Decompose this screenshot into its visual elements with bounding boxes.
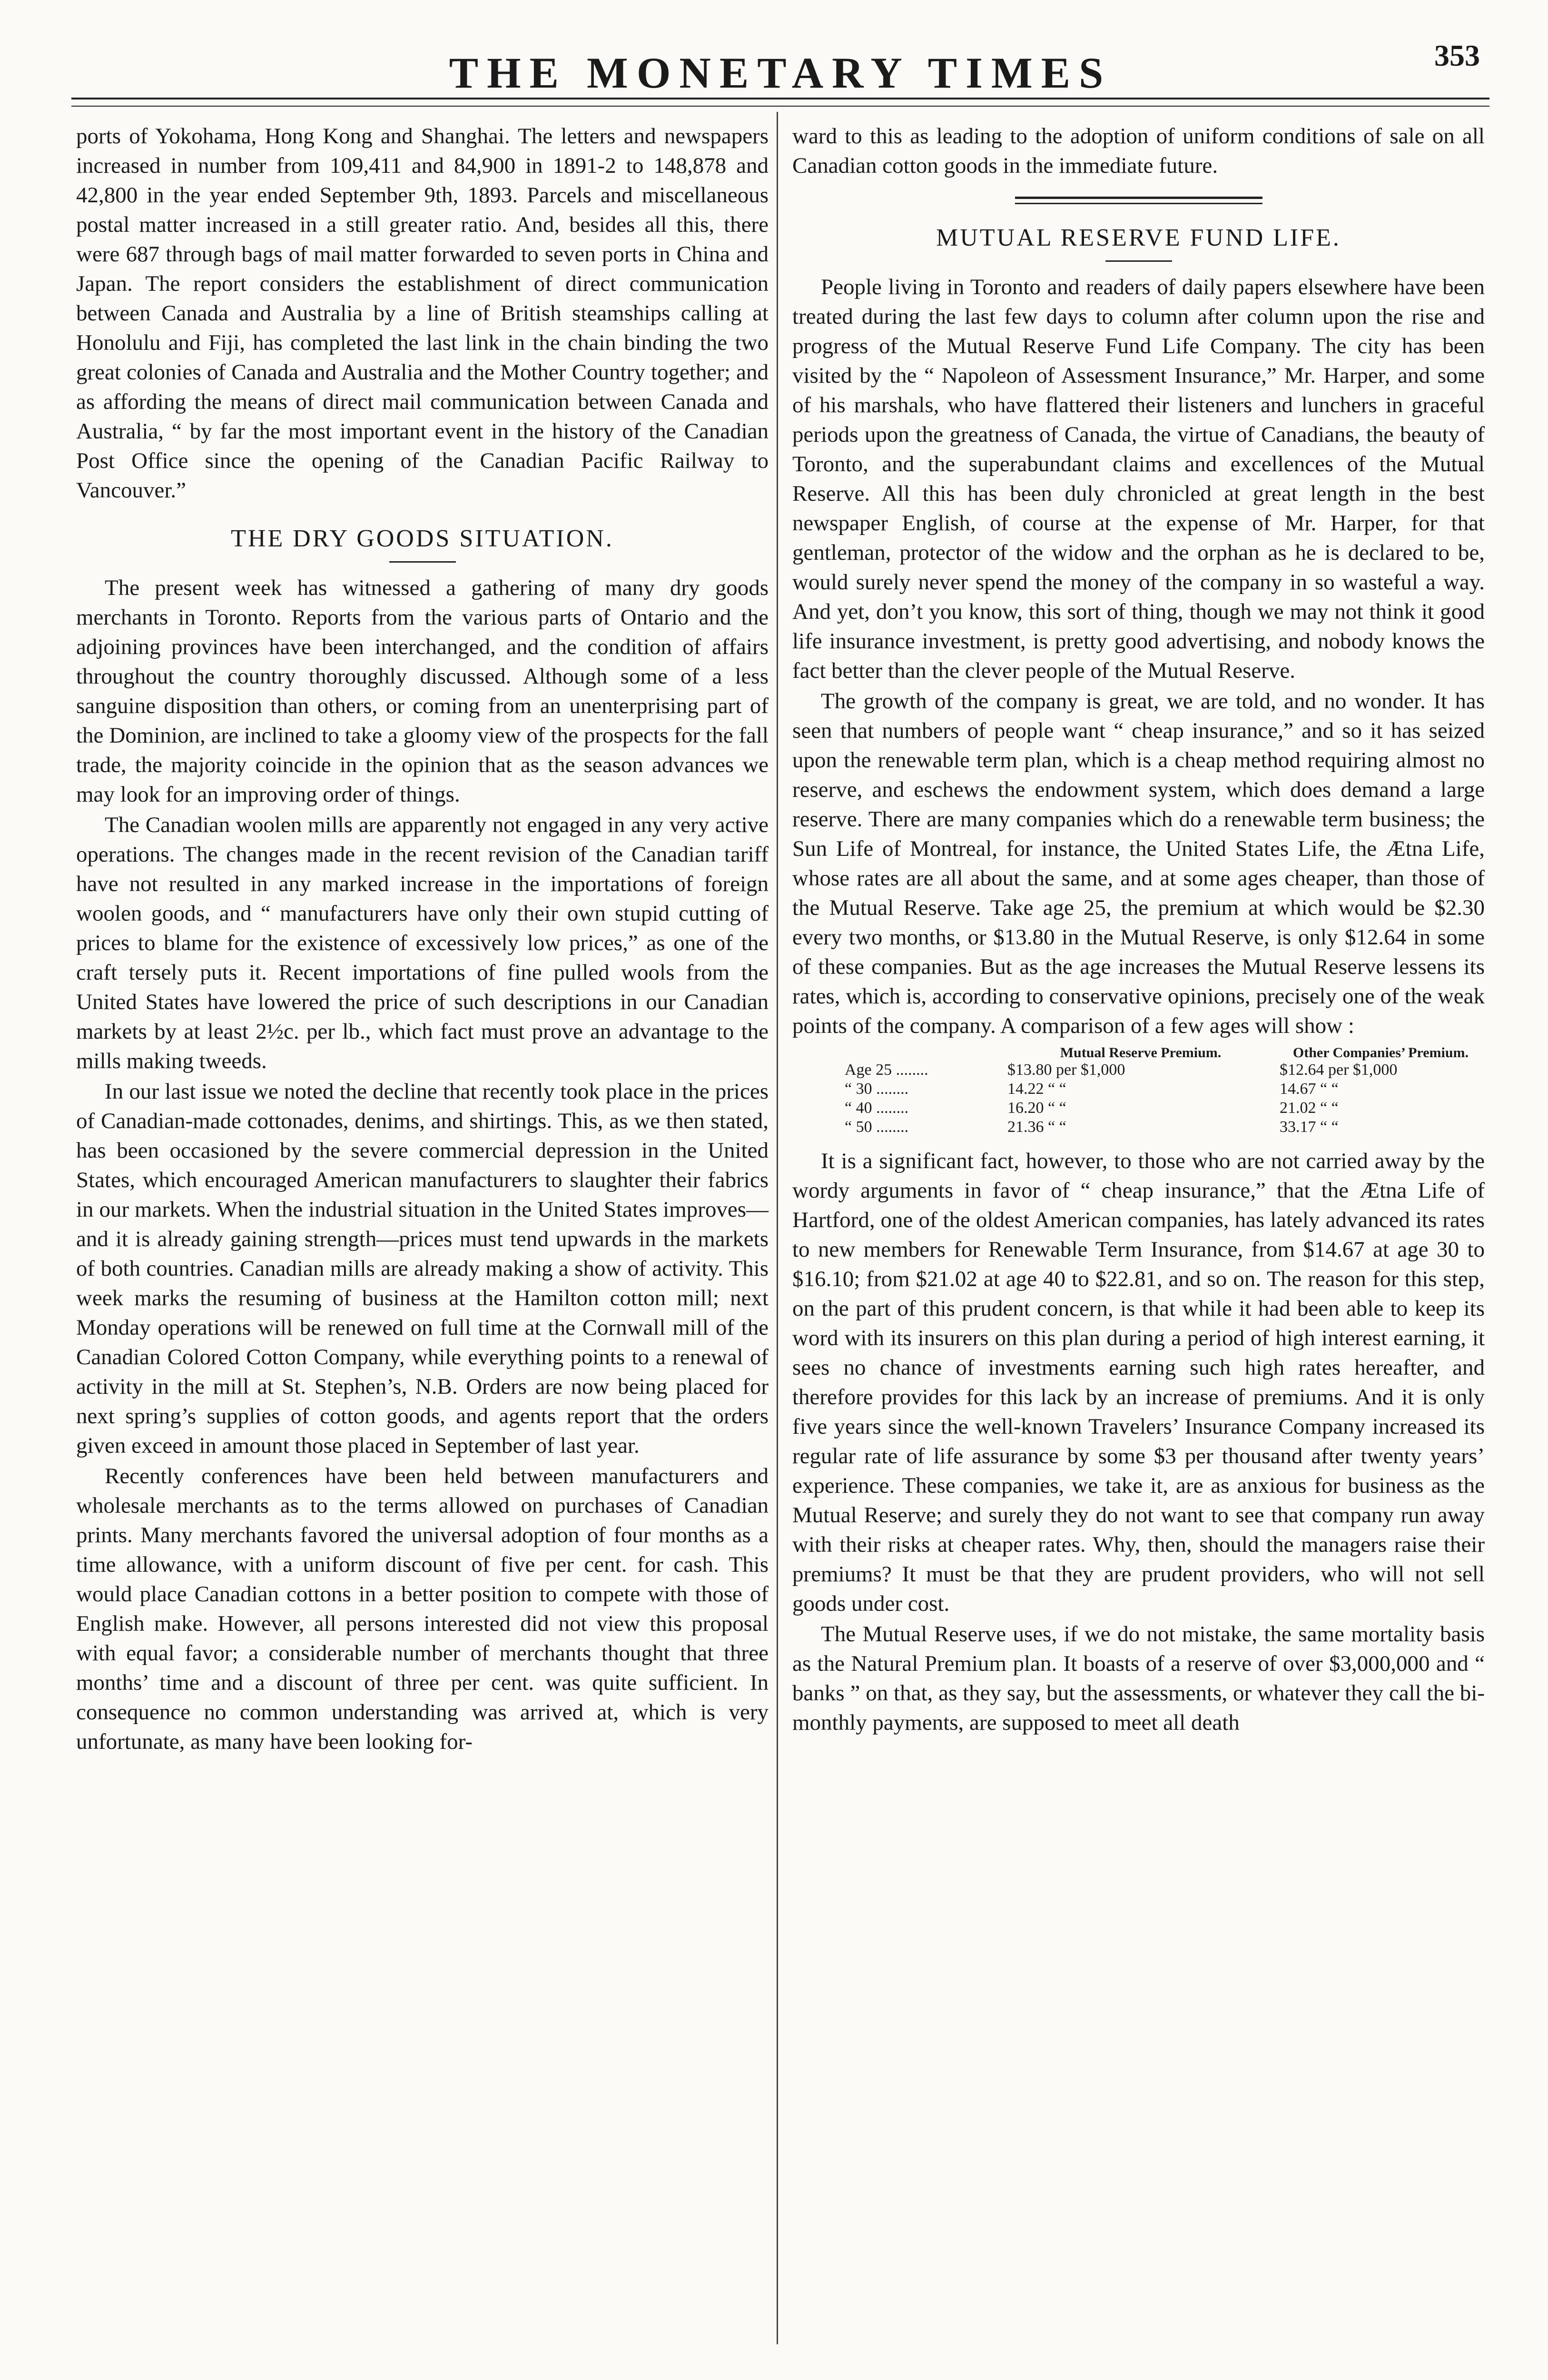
heading-rule — [389, 561, 456, 563]
right-column — [792, 121, 1485, 1737]
age-cell: Age 25 ........ — [845, 1061, 928, 1079]
premium-comparison-table — [792, 1045, 1485, 1137]
mutual-reserve-cell: 16.20 “ “ — [1007, 1099, 1066, 1117]
paragraph-continuation: ward to this as leading to the adoption of uniform conditions of sale on all Canadian cotton goods in the immediate future. — [792, 124, 1485, 178]
article-continuation: ports of Yokohama, Hong Kong and Shanghai. The letters and newspapers increased in number from 109,411 and 84,900 in 1891-2 to 148,878 and 42,800 in the year ended September 9th, 1893. Parcels and miscellaneous postal matter increased in a still greater ratio. And, besides all this, there were 687 through bags of mail matter forwarded to seven ports in China and Japan. The report considers the establishment of direct communication between Canada and Australia by a line of British steamships calling at Honolulu and Fiji, has completed the last link in the chain binding the two great colonies of Canada and Australia and the Mother Country together; and as affording the means of direct mail communication between Canada and Australia, “ by far the most important event in the history of the Canadian Post Office since the opening of the Canadian Pacific Railway to Vancouver.” — [76, 124, 769, 503]
other-companies-cell: 21.02 “ “ — [1280, 1099, 1339, 1117]
table-row — [792, 1118, 1485, 1137]
table-row — [792, 1061, 1485, 1080]
column-divider — [777, 112, 778, 2344]
age-cell: “ 50 ........ — [845, 1118, 909, 1136]
left-column — [76, 121, 769, 1756]
section-divider — [1015, 197, 1262, 204]
age-cell: “ 30 ........ — [845, 1080, 909, 1098]
paragraph: It is a significant fact, however, to those who are not carried away by the wordy arguments in favor of “ cheap insurance,” that the Ætna Life of Hartford, one of the oldest American companies, has lately advanced its rates to new members for Renewable Term Insurance, from $14.67 at age 30 to $16.10; from $21.02 at age 40 to $22.81, and so on. The reason for this step, on the part of this prudent concern, is that while it had been able to keep its word with its insurers on this plan during a period of high interest earning, it sees no chance of investments earning such high rates hereafter, and therefore provides for this lack by an increase of premiums. And it is only five years since the well-known Travelers’ Insurance Company increased its regular rate of life assurance by some $3 per thousand after twenty years’ experience. These companies, we take it, are as anxious for business as the Mutual Reserve; and surely they do not want to see that company run away with their risks at cheaper rates. Why, then, should the managers raise their premiums? It must be that they are prudent providers, who will not sell goods under cost. — [792, 1149, 1485, 1616]
mutual-reserve-cell: 14.22 “ “ — [1007, 1080, 1066, 1098]
other-companies-cell: 33.17 “ “ — [1280, 1118, 1339, 1136]
table-row — [792, 1080, 1485, 1099]
heading-rule — [1105, 260, 1172, 262]
table-header-row — [792, 1045, 1485, 1061]
paragraph: People living in Toronto and readers of daily papers elsewhere have been treated during the last few days to column after column upon the rise and progress of the Mutual Reserve Fund Life Company. The city has been visited by the “ Napoleon of Assessment Insurance,” Mr. Harper, and some of his marshals, who have flattered their listeners and lunchers in graceful periods upon the greatness of Canada, the virtue of Canadians, the beauty of Toronto, and the superabundant claims and excellences of the Mutual Reserve. All this has been duly chronicled at great length in the best newspaper English, of course at the expense of Mr. Harper, for that gentleman, protector of the widow and the orphan as he is declared to be, would surely never spend the money of the company in so wasteful a way. And yet, don’t you know, this sort of thing, though we may not think it good life insurance investment, is pretty good advertising, and nobody knows the fact better than the clever people of the Mutual Reserve. — [792, 275, 1485, 683]
publication-title: THE MONETARY TIMES — [449, 49, 1112, 97]
table-header-other-companies: Other Companies’ Premium. — [1292, 1045, 1469, 1061]
paragraph: Recently conferences have been held between manufacturers and wholesale merchants as to the terms allowed on purchases of Canadian prints. Many merchants favored the universal adoption of four months as a time allowance, with a uniform discount of five per cent. for cash. This would place Canadian cottons in a better position to compete with those of English make. However, all persons interested did not view this proposal with equal favor; a considerable number of merchants thought that three months’ time and a discount of three per cent. was quite sufficient. In consequence no common understanding was arrived at, which is very unfortunate, as many have been looking for- — [76, 1464, 769, 1754]
article-heading-mutual-reserve: MUTUAL RESERVE FUND LIFE. — [936, 224, 1341, 251]
header-rule-thin — [71, 106, 1489, 107]
table-row — [792, 1099, 1485, 1118]
age-cell: “ 40 ........ — [845, 1099, 909, 1117]
mutual-reserve-cell: $13.80 per $1,000 — [1007, 1061, 1125, 1079]
other-companies-cell: 14.67 “ “ — [1280, 1080, 1339, 1098]
paragraph: The present week has witnessed a gathering of many dry goods merchants in Toronto. Reports from the various parts of Ontario and the adjoining provinces have been interchanged, and the condition of affairs throughout the country thoroughly discussed. Although some of a less sanguine disposition than others, or coming from an unenterprising part of the Dominion, are inclined to take a gloomy view of the prospects for the fall trade, the majority coincide in the opinion that as the season advances we may look for an improving order of things. — [76, 575, 769, 807]
paragraph: In our last issue we noted the decline that recently took place in the prices of Canadian-made cottonades, denims, and shirtings. This, as we then stated, has been occasioned by the severe commercial depression in the United States, which encouraged American manufacturers to slaughter their fabrics in our markets. When the industrial situation in the United States improves—and it is already gaining strength—prices must tend upwards in the markets of both countries. Canadian mills are already making a show of activity. This week marks the resuming of business at the Hamilton cotton mill; next Monday operations will be renewed on full time at the Cornwall mill of the Canadian Colored Cotton Company, while everything points to a renewal of activity in the mill at St. Stephen’s, N.B. Orders are now being placed for next spring’s supplies of cotton goods, and agents report that the orders given exceed in amount those placed in September of last year. — [76, 1079, 769, 1458]
other-companies-cell: $12.64 per $1,000 — [1280, 1061, 1398, 1079]
table-header-mutual-reserve: Mutual Reserve Premium. — [1060, 1045, 1222, 1061]
paragraph: The Mutual Reserve uses, if we do not mistake, the same mortality basis as the Natural Premium plan. It boasts of a reserve of over $3,000,000 and “ banks ” on that, as they say, but the assessments, or whatever they call the bi-monthly payments, are supposed to meet all death — [792, 1622, 1485, 1735]
paragraph: The Canadian woolen mills are apparently not engaged in any very active operations. The changes made in the recent revision of the Canadian tariff have not resulted in any marked increase in the importations of foreign woolen goods, and “ manufacturers have only their own stupid cutting of prices to blame for the existence of excessively low prices,” as one of the craft tersely puts it. Recent importations of fine pulled wools from the United States have lowered the price of such descriptions in our Canadian markets by at least 2½c. per lb., which fact must prove an advantage to the mills making tweeds. — [76, 813, 769, 1073]
mutual-reserve-cell: 21.36 “ “ — [1007, 1118, 1066, 1136]
table-header-spacer — [792, 1045, 1005, 1061]
page-number: 353 — [1434, 39, 1480, 72]
paragraph: The growth of the company is great, we are told, and no wonder. It has seen that numbers of people want “ cheap insurance,” and so it has seized upon the renewable term plan, which is a cheap method requiring almost no reserve, and eschews the endowment system, which does demand a large reserve. There are many companies which do a renewable term business; the Sun Life of Montreal, for instance, the United States Life, the Ætna Life, whose rates are all about the same, and at some ages cheaper, than those of the Mutual Reserve. Take age 25, the premium at which would be $2.30 every two months, or $13.80 in the Mutual Reserve, is only $12.64 in some of these companies. But as the age increases the Mutual Reserve lessens its rates, which is, according to conservative opinions, precisely one of the weak points of the company. A comparison of a few ages will show : — [792, 689, 1485, 1038]
header-rule — [71, 98, 1489, 99]
article-heading-dry-goods: THE DRY GOODS SITUATION. — [231, 525, 614, 552]
